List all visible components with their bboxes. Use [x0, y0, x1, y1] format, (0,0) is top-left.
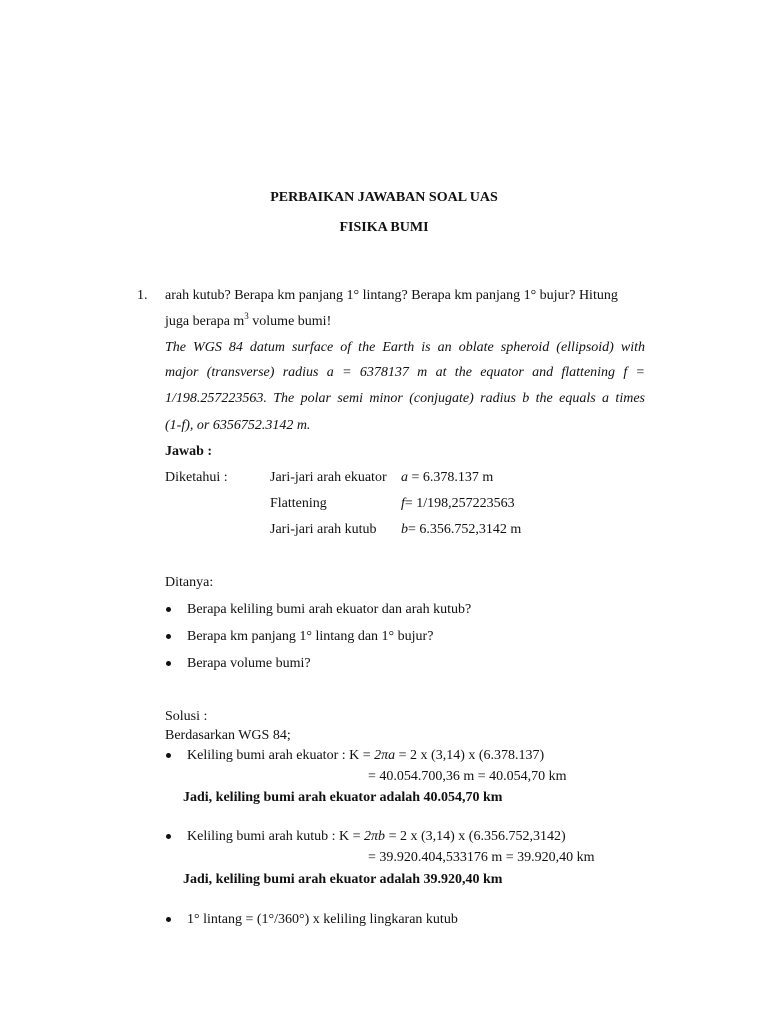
known-value — [401, 523, 521, 537]
formula-symbol: 2πa — [374, 748, 396, 763]
question-line-text: volume bumi! — [248, 314, 332, 329]
english-paragraph-line: major (transverse) radius a = 6378137 m at the equator and flattening f = — [165, 365, 645, 380]
bullet-icon — [166, 917, 171, 922]
bullet-icon — [166, 661, 171, 666]
known-name: Flattening — [270, 496, 327, 511]
asked-item: Berapa volume bumi? — [187, 656, 311, 671]
equator-formula-line — [187, 749, 544, 763]
question-line-text: juga berapa m — [165, 314, 245, 329]
solution-label: Solusi : — [165, 709, 208, 724]
polar-conclusion: Jadi, keliling bumi arah ekuator adalah 39.920,40 km — [183, 872, 503, 887]
polar-result: = 39.920.404,533176 m = 39.920,40 km — [368, 850, 595, 865]
known-name: Jari-jari arah kutub — [270, 522, 377, 537]
latitude-formula-line: 1° lintang = (1°/360°) x keliling lingkaran kutub — [187, 912, 458, 927]
bullet-icon — [166, 834, 171, 839]
bullet-icon — [166, 634, 171, 639]
formula-text: = 2 x (3,14) x (6.378.137) — [395, 748, 545, 763]
value: = 1/198,257223563 — [404, 496, 515, 511]
known-value — [401, 497, 515, 511]
answer-heading: Jawab : — [165, 444, 213, 459]
symbol: b — [401, 522, 408, 537]
question-line — [165, 311, 332, 329]
asked-item: Berapa km panjang 1° lintang dan 1° bujur? — [187, 629, 434, 644]
formula-text: = 2 x (3,14) x (6.356.752,3142) — [385, 829, 566, 844]
question-line: arah kutub? Berapa km panjang 1° lintang? Berapa km panjang 1° bujur? Hitung — [165, 288, 618, 303]
bullet-icon — [166, 753, 171, 758]
english-paragraph-line: (1-f), or 6356752.3142 m. — [165, 418, 311, 433]
value: = 6.356.752,3142 m — [408, 522, 522, 537]
document-subtitle: FISIKA BUMI — [339, 220, 429, 235]
equator-result: = 40.054.700,36 m = 40.054,70 km — [368, 769, 567, 784]
formula-symbol: 2πb — [364, 829, 386, 844]
known-name: Jari-jari arah ekuator — [270, 470, 387, 485]
superscript: 3 — [244, 311, 249, 321]
question-number: 1. — [137, 288, 148, 303]
asked-item: Berapa keliling bumi arah ekuator dan arah kutub? — [187, 602, 472, 617]
bullet-icon — [166, 607, 171, 612]
formula-text: Keliling bumi arah kutub : K = — [187, 829, 365, 844]
equator-conclusion: Jadi, keliling bumi arah ekuator adalah 40.054,70 km — [183, 790, 503, 805]
known-value — [401, 471, 493, 485]
symbol: f — [401, 496, 405, 511]
asked-label: Ditanya: — [165, 575, 214, 590]
english-paragraph-line: 1/198.257223563. The polar semi minor (conjugate) radius b the equals a times — [165, 391, 645, 406]
value: = 6.378.137 m — [408, 470, 494, 485]
symbol: a — [401, 470, 408, 485]
solution-basis: Berdasarkan WGS 84; — [165, 728, 291, 743]
formula-text: Keliling bumi arah ekuator : K = — [187, 748, 375, 763]
known-label: Diketahui : — [165, 470, 228, 485]
document-title: PERBAIKAN JAWABAN SOAL UAS — [270, 190, 498, 205]
polar-formula-line — [187, 830, 566, 844]
english-paragraph-line: The WGS 84 datum surface of the Earth is an oblate spheroid (ellipsoid) with — [165, 340, 645, 355]
